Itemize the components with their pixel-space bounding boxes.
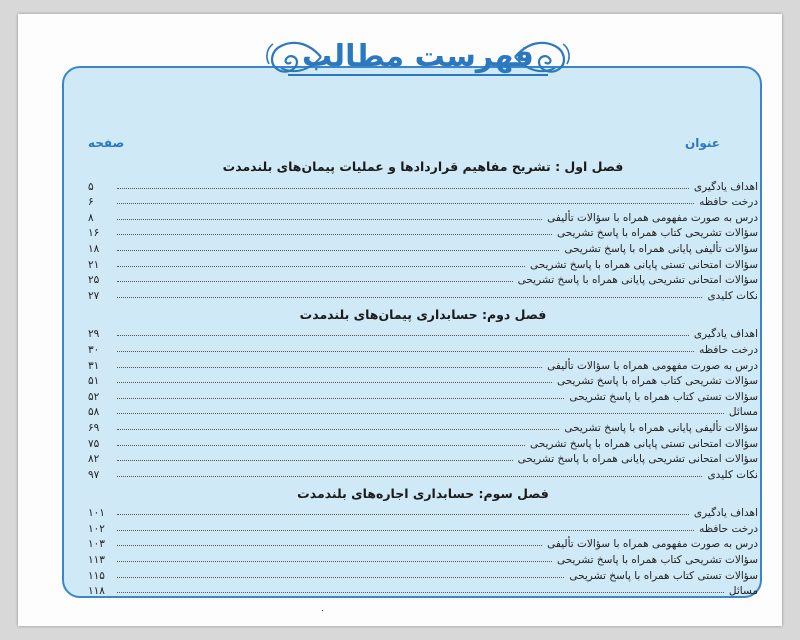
entry-title: اهداف یادگیری [693,328,758,341]
toc-entry[interactable] [88,208,758,224]
entry-page: ۱۸ [88,242,100,255]
dot-leader [117,460,513,461]
toc-entry[interactable] [88,450,758,466]
entry-page: ۱۱۳ [88,554,105,567]
entry-page: ۳۰ [88,343,100,356]
toc-entry[interactable] [88,582,758,598]
entry-title: اهداف یادگیری [693,507,758,520]
dot-leader [117,382,552,383]
toc-entry[interactable] [88,403,758,419]
toc-entry[interactable] [88,340,758,356]
entry-page: ۶۹ [88,421,100,434]
dot-leader [117,335,689,336]
entry-title: سؤالات تشریحی کتاب همراه با پاسخ تشریحی [557,375,758,388]
entry-page: ۹۷ [88,468,100,481]
document-page [18,14,782,626]
toc-entry[interactable] [88,372,758,388]
entry-title: درخت حافظه [699,343,758,356]
toc-entry[interactable] [88,434,758,450]
toc-entry[interactable] [88,387,758,403]
entry-page: ۶ [88,196,94,209]
dot-leader [117,250,559,251]
entry-page: ۱۶ [88,227,100,240]
entry-title: سؤالات تشریحی کتاب همراه با پاسخ تشریحی [557,554,758,567]
entry-page: ۲۹ [88,328,100,341]
entry-title: درخت حافظه [699,196,758,209]
chapter-title: فصل دوم: حسابداری پیمان‌های بلندمدت [299,306,547,322]
entry-page: ۵۲ [88,390,100,403]
dot-leader [117,398,564,399]
dot-leader [117,429,559,430]
topic-column-header: عنوان [685,136,720,150]
entry-title: سؤالات تستی کتاب همراه با پاسخ تشریحی [569,390,758,403]
entry-title: نکات کلیدی [707,289,758,302]
entry-title: مسائل [728,585,758,598]
entry-title: سؤالات امتحانی تستی پایانی همراه با پاسخ تشریحی [529,258,758,271]
entry-title: سؤالات تألیفی پایانی همراه با پاسخ تشریحی [564,242,758,255]
dot-leader [117,577,564,578]
dot-leader [117,413,724,414]
toc-entry[interactable] [88,224,758,240]
toc-entry[interactable] [88,519,758,535]
right-ornament-icon [513,32,573,82]
entry-page: ۵ [88,180,94,193]
toc-entry[interactable] [88,255,758,271]
entry-title: سؤالات امتحانی تشریحی پایانی همراه با پاسخ تشریحی [517,274,758,287]
dot-leader [117,545,542,546]
page-title: فهرست مطالب [288,39,548,76]
toc-entry[interactable] [88,535,758,551]
entry-title: درس به صورت مفهومی همراه با سؤالات تألیفی [547,359,758,372]
dot-leader [117,530,694,531]
title-banner [273,32,563,82]
toc-entry[interactable] [88,356,758,372]
entry-title: درخت حافظه [699,522,758,535]
entry-title: سؤالات تستی کتاب همراه با پاسخ تشریحی [569,569,758,582]
footer-page-number: ۰ [320,606,325,616]
entry-page: ۱۱۸ [88,585,105,598]
entry-title: درس به صورت مفهومی همراه با سؤالات تألیفی [547,538,758,551]
dot-leader [117,203,694,204]
entry-page: ۲۷ [88,289,100,302]
toc-entry[interactable] [88,418,758,434]
toc-entry[interactable] [88,325,758,341]
dot-leader [117,561,552,562]
page-column-header: صفحه [88,136,125,150]
entry-title: درس به صورت مفهومی همراه با سؤالات تألیفی [547,211,758,224]
dot-leader [117,219,542,220]
entry-page: ۷۵ [88,437,100,450]
toc-entry[interactable] [88,566,758,582]
entry-title: سؤالات امتحانی تشریحی پایانی همراه با پاسخ تشریحی [517,453,758,466]
dot-leader [117,592,724,593]
chapter-section [88,157,758,302]
chapter-title: فصل سوم: حسابداری اجاره‌های بلندمدت [297,485,549,501]
entry-page: ۱۰۲ [88,522,105,535]
dot-leader [117,367,542,368]
dot-leader [117,188,689,189]
chapter-title: فصل اول : تشریح مفاهیم قراردادها و عملیات پیمان‌های بلندمدت [222,159,624,174]
toc-entry[interactable] [88,286,758,302]
toc-entry[interactable] [88,177,758,193]
dot-leader [117,234,552,235]
entry-title: سؤالات امتحانی تستی پایانی همراه با پاسخ تشریحی [529,437,758,450]
dot-leader [117,445,525,446]
dot-leader [117,266,525,267]
entry-page: ۸ [88,211,94,224]
entry-page: ۵۱ [88,375,100,388]
dot-leader [117,281,513,282]
dot-leader [117,297,702,298]
entry-page: ۱۰۱ [88,507,105,520]
chapter-section [88,305,758,481]
toc-entry[interactable] [88,239,758,255]
entry-title: اهداف یادگیری [693,180,758,193]
entry-page: ۵۸ [88,406,100,419]
toc-entry[interactable] [88,193,758,209]
entry-page: ۱۱۵ [88,569,105,582]
left-ornament-icon [263,32,323,82]
toc-entry[interactable] [88,504,758,520]
entry-title: سؤالات تشریحی کتاب همراه با پاسخ تشریحی [557,227,758,240]
dot-leader [117,476,702,477]
dot-leader [117,514,689,515]
toc-entry[interactable] [88,465,758,481]
entry-page: ۲۱ [88,258,100,271]
entry-title: سؤالات تألیفی پایانی همراه با پاسخ تشریحی [564,421,758,434]
entry-page: ۱۰۳ [88,538,105,551]
entry-page: ۲۵ [88,274,100,287]
toc-entry[interactable] [88,271,758,287]
entry-title: مسائل [728,406,758,419]
entry-page: ۳۱ [88,359,100,372]
entry-title: نکات کلیدی [707,468,758,481]
entry-page: ۸۲ [88,453,100,466]
table-of-contents [88,154,758,597]
dot-leader [117,351,694,352]
toc-entry[interactable] [88,550,758,566]
chapter-section [88,484,758,598]
